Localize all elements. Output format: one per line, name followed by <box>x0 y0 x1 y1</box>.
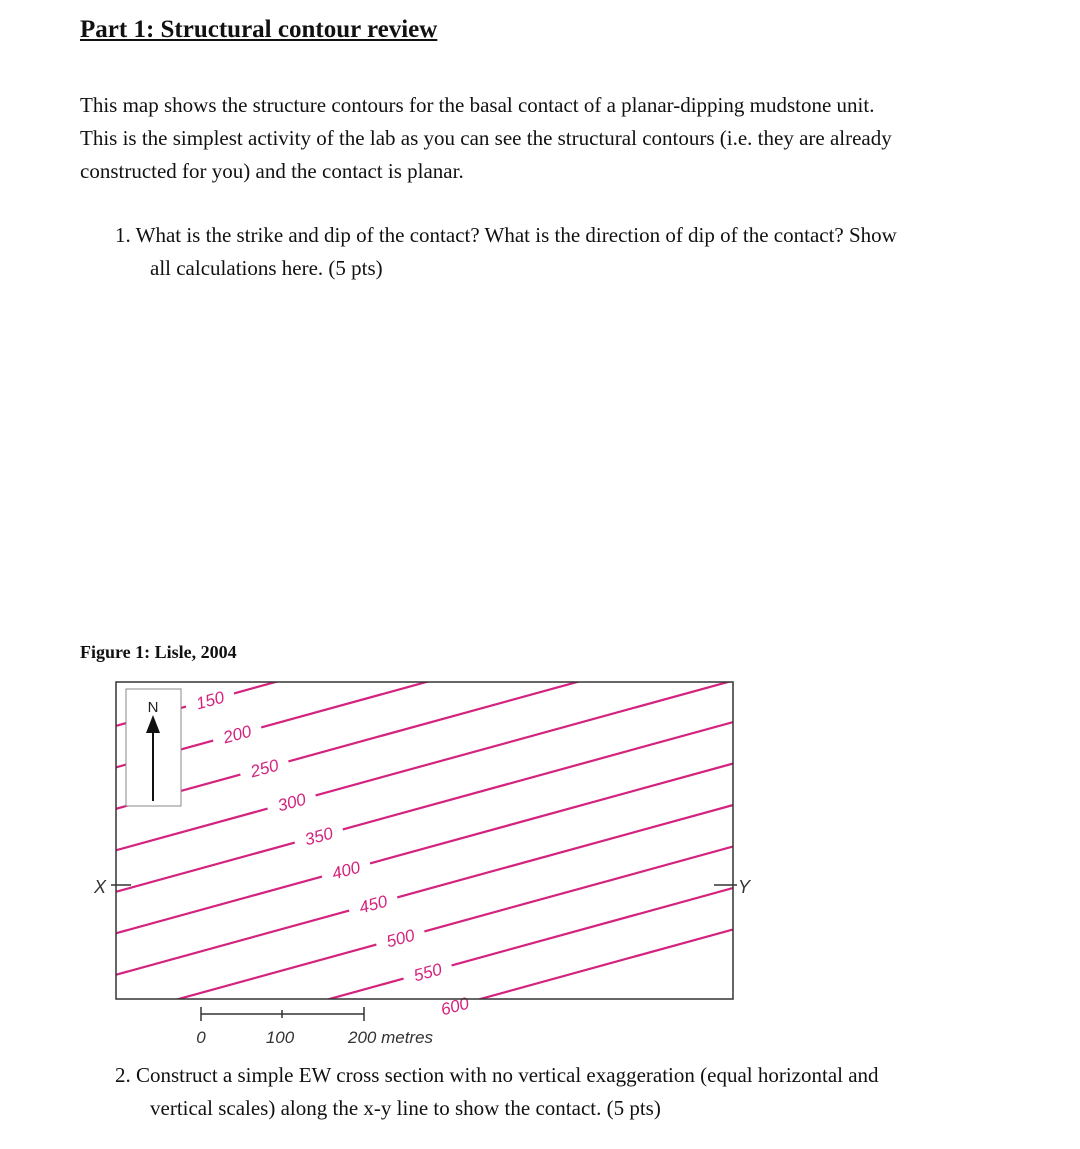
contour-label: 350 <box>302 823 336 850</box>
contour-label: 450 <box>357 891 390 918</box>
contour-label: 300 <box>275 789 308 816</box>
contour-label: 400 <box>329 857 363 884</box>
contour-label: 250 <box>248 755 281 782</box>
contour-line <box>424 839 760 931</box>
question-2-line: 2. Construct a simple EW cross section with no vertical exaggeration (equal horizontal and <box>115 1063 879 1087</box>
contour-label: 500 <box>384 925 417 952</box>
contour-line <box>234 549 760 694</box>
contour-line <box>397 798 760 898</box>
contour-line <box>100 911 349 980</box>
contour-line <box>100 945 376 1021</box>
contour-line <box>100 843 295 897</box>
contour-line <box>452 881 760 966</box>
contour-line <box>100 979 404 1062</box>
contour-labels <box>194 687 472 1019</box>
intro-line: This is the simplest activity of the lab as you can see the structural contours (i.e. they are already <box>80 126 892 150</box>
page-title: Part 1: Structural contour review <box>80 16 438 43</box>
intro-line: constructed for you) and the contact is planar. <box>80 159 464 183</box>
north-arrow <box>126 689 181 806</box>
north-label: N <box>147 699 159 716</box>
contour-line <box>370 756 760 863</box>
intro-paragraph <box>80 89 1015 188</box>
scale-label: 200 metres <box>348 1028 434 1047</box>
figure-caption: Figure 1: Lisle, 2004 <box>80 642 237 662</box>
question-1-line: all calculations here. (5 pts) <box>150 256 383 280</box>
question-1 <box>115 219 1015 285</box>
contour-label: 600 <box>438 993 472 1020</box>
scale-label: 0 <box>196 1028 206 1047</box>
contour-line <box>316 673 760 795</box>
contour-line <box>100 877 322 938</box>
contour-line <box>100 809 268 855</box>
scale-label: 100 <box>265 1028 295 1047</box>
contour-line <box>343 715 760 830</box>
intro-line: This map shows the structure contours for the basal contact of a planar-dipping mudstone unit. <box>80 93 875 117</box>
question-2-line: vertical scales) along the x-y line to show the contact. (5 pts) <box>150 1096 661 1120</box>
question-1-line: 1. What is the strike and dip of the contact? What is the direction of dip of the contact? Show <box>115 223 897 247</box>
contour-lines <box>100 549 760 1104</box>
question-2 <box>115 1059 1015 1125</box>
contour-line <box>261 590 760 727</box>
contour-label: 550 <box>411 959 444 986</box>
structure-contour-map <box>0 660 800 1060</box>
contour-line <box>479 922 760 999</box>
contour-label: 150 <box>193 687 227 714</box>
map-frame <box>116 682 733 999</box>
contour-label: 200 <box>221 721 254 748</box>
x-label: X <box>94 877 107 897</box>
y-label: Y <box>738 877 751 897</box>
contour-line <box>288 632 760 762</box>
scale-bar <box>196 1007 433 1047</box>
